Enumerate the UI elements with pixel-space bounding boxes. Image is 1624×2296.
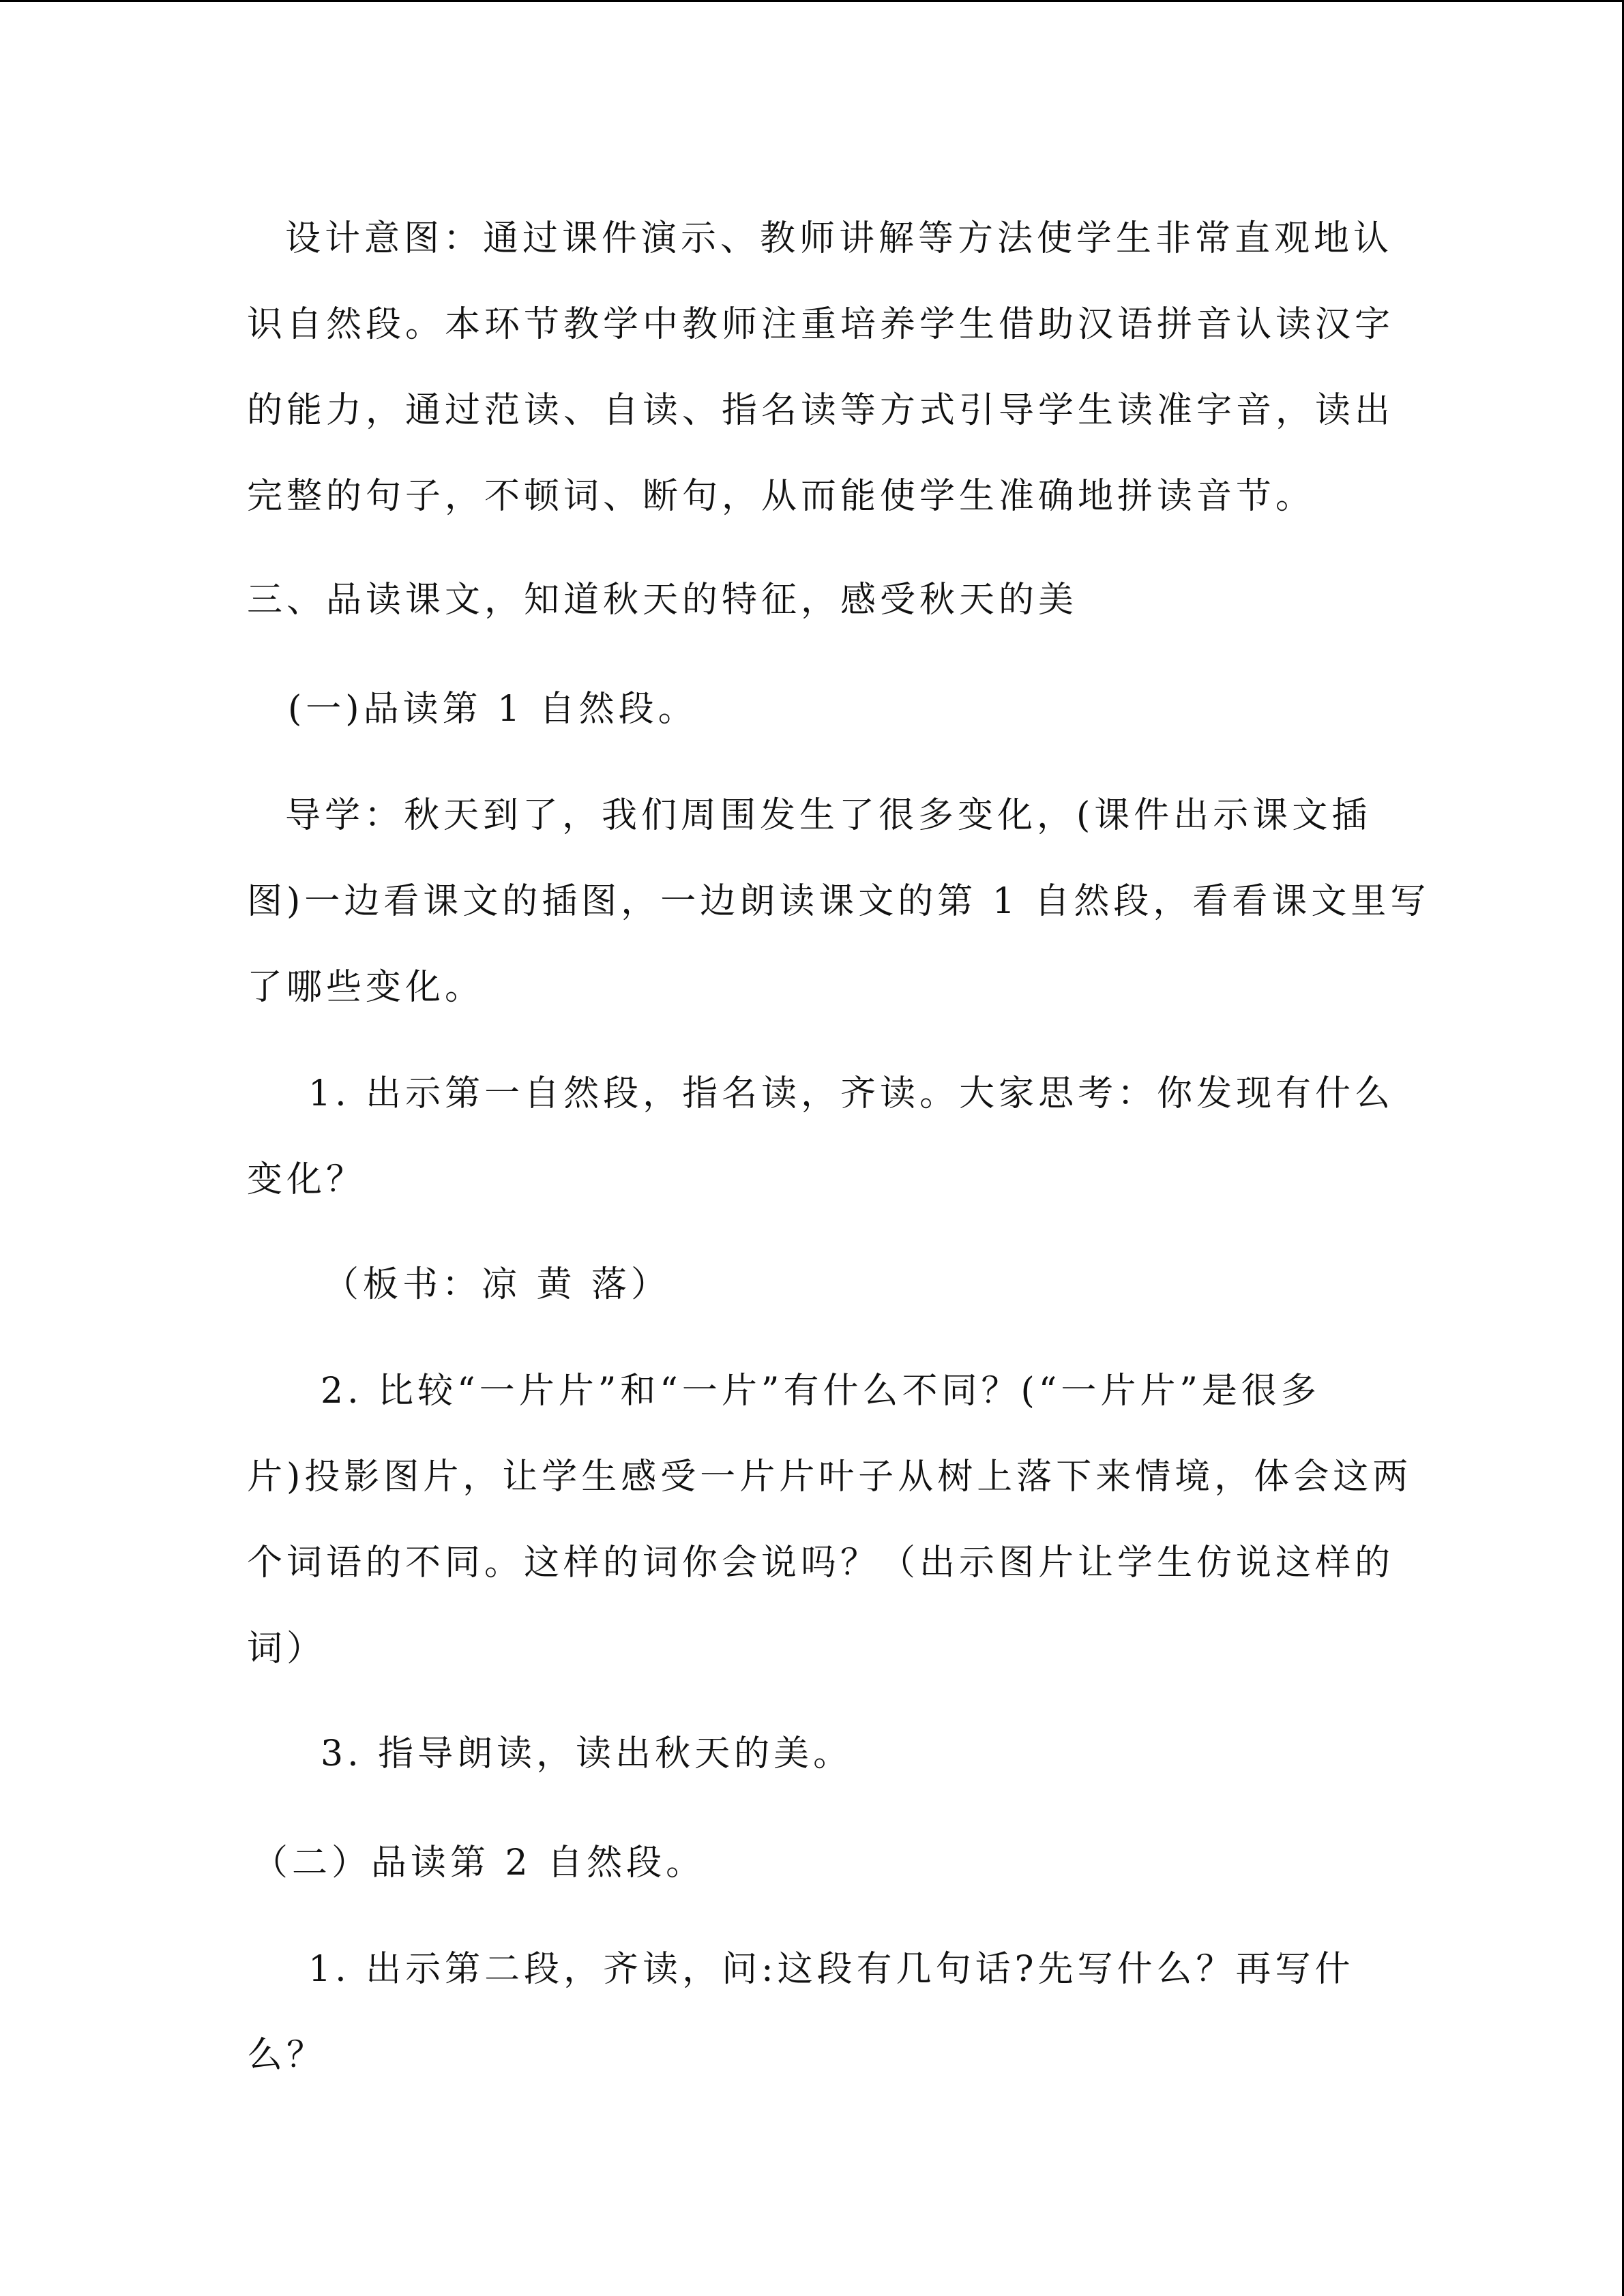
paragraph-line: 的能力，通过范读、自读、指名读等方式引导学生读准字音，读出 xyxy=(247,390,1395,431)
paragraph-line: 片)投影图片，让学生感受一片片叶子从树上落下来情境，体会这两 xyxy=(247,1457,1413,1497)
paragraph-line: 1. 出示第一自然段，指名读，齐读。大家思考：你发现有什么 xyxy=(308,1073,1395,1114)
paragraph-line: 词） xyxy=(247,1628,327,1669)
paragraph-line: 2. 比较“一片片”和“一片”有什么不同？(“一片片”是很多 xyxy=(321,1371,1320,1412)
blackboard-note: （板书：凉 黄 落） xyxy=(323,1264,671,1305)
subsection-heading: (一)品读第 1 自然段。 xyxy=(288,689,698,730)
paragraph-line: 识自然段。本环节教学中教师注重培养学生借助汉语拼音认读汉字 xyxy=(247,304,1395,345)
paragraph-line: 设计意图：通过课件演示、教师讲解等方法使学生非常直观地认 xyxy=(285,218,1393,259)
paragraph-line: 导学：秋天到了，我们周围发生了很多变化，(课件出示课文插 xyxy=(285,795,1372,836)
section-heading: 三、品读课文，知道秋天的特征，感受秋天的美 xyxy=(247,580,1078,621)
paragraph-line: 图)一边看课文的插图，一边朗读课文的第 1 自然段，看看课文里写 xyxy=(247,881,1430,922)
subsection-heading: （二）品读第 2 自然段。 xyxy=(252,1843,706,1883)
paragraph-line: 个词语的不同。这样的词你会说吗？（出示图片让学生仿说这样的 xyxy=(247,1542,1395,1583)
paragraph-line: 么？ xyxy=(247,2035,327,2076)
paragraph-line: 变化？ xyxy=(247,1159,366,1200)
step-3-paragraph: 3. 指导朗读，读出秋天的美。 xyxy=(321,1733,853,1774)
paragraph-line: 完整的句子，不顿词、断句，从而能使学生准确地拼读音节。 xyxy=(247,476,1316,517)
paragraph-line: 1. 出示第二段，齐读，问:这段有几句话?先写什么？再写什 xyxy=(308,1949,1355,1990)
paragraph-line: 了哪些变化。 xyxy=(247,967,485,1008)
